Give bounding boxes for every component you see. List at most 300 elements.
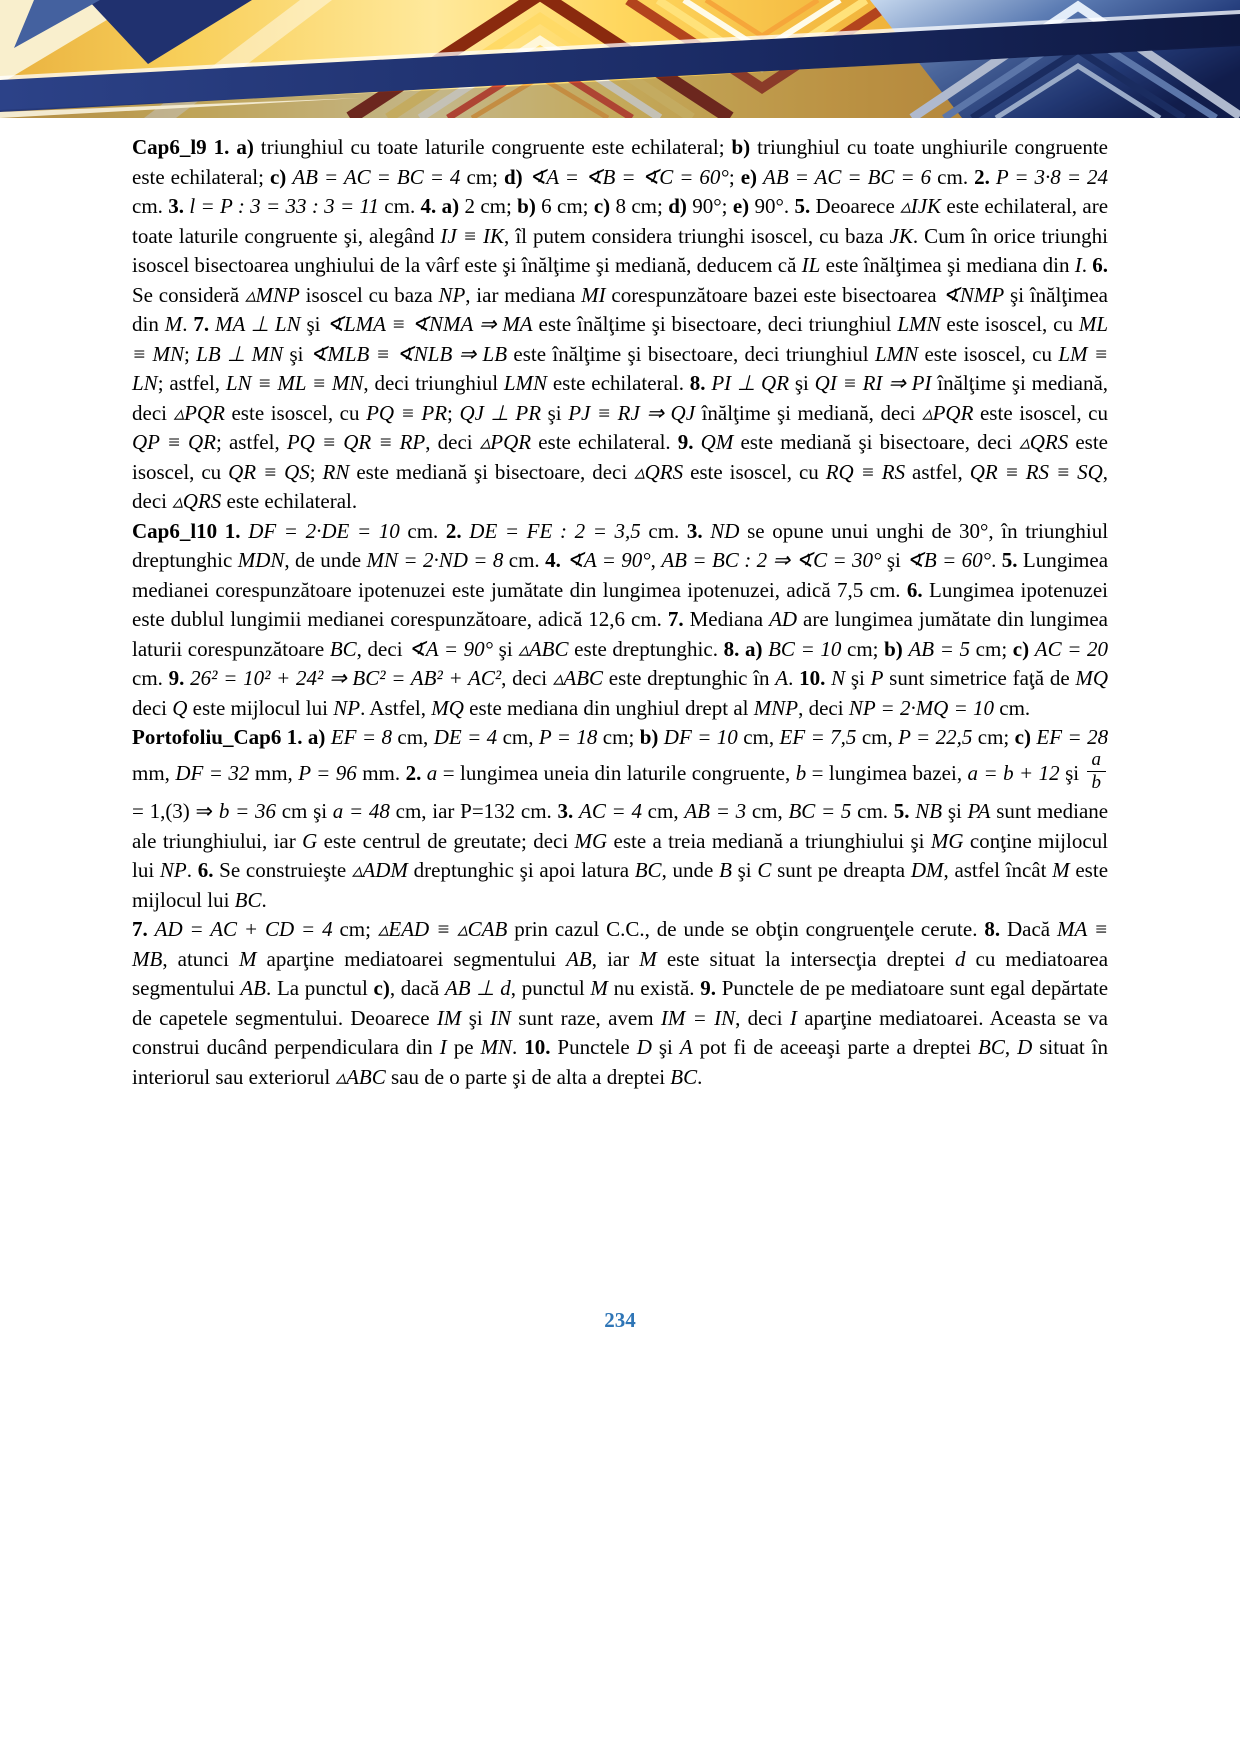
text-segment: ; — [184, 341, 197, 366]
text-segment: . Astfel, — [360, 695, 432, 720]
text-segment: 90°. — [749, 194, 795, 218]
text-segment: şi înălţimea din — [132, 282, 1108, 336]
text-segment: M — [590, 976, 608, 1001]
text-segment: IN — [490, 1005, 512, 1030]
text-segment — [694, 430, 701, 454]
text-segment: şi — [942, 799, 968, 824]
text-segment: C — [757, 858, 772, 883]
text-segment: AB = AC = BC = 6 — [763, 164, 932, 189]
text-segment: MA ≡ MB — [132, 917, 1108, 971]
text-segment: = lungimea uneia din laturile congruente, — [437, 760, 796, 785]
text-segment: Portofoliu_Cap6 1. a) — [132, 725, 326, 749]
text-segment: ∢B = 60° — [906, 548, 992, 572]
text-segment: sau de o parte şi de alta a dreptei — [385, 1064, 671, 1089]
text-segment: PA — [967, 799, 991, 824]
text-segment: AB = AC = BC = 4 — [292, 164, 461, 189]
text-segment: este înălţime şi bisectoare, deci triunghiul — [532, 312, 898, 336]
text-segment: EF = 28 — [1036, 725, 1109, 749]
text-segment: ∢NMP — [942, 282, 1005, 307]
text-segment: isoscel cu baza — [299, 282, 439, 307]
text-segment: c) — [373, 976, 390, 1001]
text-segment: AB — [240, 976, 267, 1001]
text-segment: QP ≡ QR — [132, 430, 217, 454]
text-segment: NP — [159, 858, 187, 883]
text-segment: ; — [728, 164, 741, 189]
text-segment: 2. — [405, 760, 422, 785]
text-segment: şi — [651, 1035, 680, 1060]
text-segment: 8 cm; — [610, 194, 669, 218]
text-segment: IM = IN — [660, 1005, 736, 1030]
text-segment: cm şi — [275, 799, 333, 824]
text-segment: 7. — [667, 607, 684, 631]
text-segment: AD — [769, 607, 798, 631]
content-area — [132, 133, 1108, 1092]
text-segment: ▵ABC — [518, 636, 569, 661]
text-segment: aparţine mediatoarei segmentului — [256, 946, 567, 971]
text-segment: , iar mediana — [465, 282, 582, 307]
text-segment: este mediana din unghiul drept al — [463, 695, 754, 720]
text-segment: . — [1081, 253, 1093, 277]
text-segment: NB — [915, 799, 943, 824]
text-segment: B — [719, 858, 732, 883]
text-segment: ▵PQR — [479, 430, 532, 454]
text-segment: AB ⊥ d — [444, 976, 511, 1001]
text-segment: ; astfel, — [216, 430, 287, 454]
text-segment: EF = 8 — [330, 725, 392, 749]
text-segment: DF = 32 — [175, 760, 250, 785]
text-segment: BC — [978, 1035, 1005, 1060]
text-segment: = lungimea bazei, — [806, 760, 968, 785]
text-segment: D — [636, 1035, 652, 1060]
text-segment: c) — [1014, 725, 1031, 749]
text-segment: şi — [845, 666, 871, 690]
text-segment: este a treia mediană a triunghiului şi — [607, 828, 931, 853]
text-segment: c) — [269, 164, 287, 189]
text-segment: este dreptunghic în — [603, 666, 776, 690]
text-segment: a = 48 — [332, 799, 390, 824]
text-segment: EF = 7,5 — [779, 725, 857, 749]
text-segment: triunghiul cu toate laturile congruente este echilateral; — [253, 135, 732, 159]
text-segment: G — [302, 828, 318, 853]
text-segment: 3. — [686, 518, 703, 543]
text-segment: 5. — [1001, 548, 1018, 572]
text-segment: are lungimea jumătate din lungimea laturii corespunzătoare — [132, 607, 1108, 661]
text-segment: şi — [731, 858, 758, 883]
text-segment: , iar — [591, 946, 640, 971]
text-segment: Se construieşte — [213, 858, 352, 883]
text-segment: , deci triunghiul — [363, 371, 504, 395]
text-segment: RN — [322, 459, 350, 484]
text-segment: situat în interiorul sau exteriorul — [132, 1035, 1109, 1089]
text-segment: , deci — [798, 695, 849, 720]
text-segment: sunt pe dreapta — [771, 858, 911, 883]
text-segment: este dreptunghic. — [568, 636, 724, 661]
text-segment: , — [650, 548, 662, 572]
text-segment — [148, 917, 155, 941]
paragraph-cap6-l10 — [132, 517, 1108, 724]
text-segment: MNP — [753, 695, 799, 720]
text-segment: , astfel încât — [943, 858, 1053, 883]
text-segment: NP — [333, 695, 361, 720]
text-segment: 9. — [700, 976, 716, 1001]
text-segment: AD = AC + CD = 4 — [154, 917, 333, 942]
text-segment: QM — [700, 430, 734, 454]
text-segment: este isoscel, cu — [683, 459, 826, 484]
fraction: $\frac{a}{b}$ — [1085, 750, 1109, 795]
text-segment: cu mediatoarea segmentului — [132, 946, 1109, 1001]
text-segment: ∢A = 90° — [566, 548, 651, 572]
text-segment: b = 36 — [218, 799, 276, 824]
text-segment: MA ⊥ LN — [214, 312, 301, 336]
text-segment: ∢LMA ≡ ∢NMA ⇒ MA — [326, 312, 533, 336]
text-segment: Se consideră — [132, 282, 246, 307]
text-segment: 3. — [168, 194, 184, 218]
text-segment: ML ≡ MN — [132, 312, 1109, 366]
text-segment: P — [870, 666, 884, 690]
text-segment: A — [775, 666, 789, 690]
text-segment: înălţime şi mediană, deci — [132, 371, 1109, 425]
text-segment: ▵PQR — [922, 400, 974, 425]
text-segment: 2. — [974, 164, 990, 189]
text-segment: MN — [480, 1035, 512, 1060]
text-segment: . — [697, 1064, 703, 1089]
text-segment: 4. — [545, 548, 561, 572]
text-segment: ∢MLB ≡ ∢NLB ⇒ LB — [309, 341, 508, 366]
text-segment: , de unde — [284, 548, 367, 572]
text-segment: P = 22,5 — [898, 725, 973, 749]
text-segment: 5. — [794, 194, 811, 218]
paragraph-portofoliu-cap6 — [132, 723, 1108, 915]
text-segment: DF = 2·DE = 10 — [248, 518, 400, 543]
text-segment: cm, — [746, 799, 789, 824]
text-segment: ▵QRS — [172, 489, 222, 513]
text-segment: PI ⊥ QR — [711, 371, 790, 395]
text-segment: pe — [446, 1035, 481, 1060]
text-segment: cm. — [851, 799, 894, 824]
text-segment: b — [795, 760, 807, 785]
text-segment: 3. — [557, 799, 574, 824]
text-segment: Dacă — [1000, 917, 1057, 942]
text-segment: este isoscel, cu — [918, 341, 1059, 366]
text-segment: AB = 5 — [908, 636, 971, 661]
text-segment: PJ ≡ RJ ⇒ QJ — [568, 400, 696, 425]
text-segment: triunghiul cu toate unghiurile congruente este echilateral; — [132, 135, 1108, 189]
text-segment: şi — [300, 312, 327, 336]
text-segment: , unde — [661, 858, 720, 883]
text-segment: este echilateral. — [221, 489, 358, 513]
text-segment: sunt raze, avem — [511, 1005, 661, 1030]
text-segment: aparţine mediatoarei. Aceasta se va construi ducând perpendiculara din — [132, 1005, 1108, 1060]
text-segment: NP — [438, 282, 466, 307]
text-segment: BC — [329, 636, 357, 661]
text-segment: ∢A = 90° — [408, 636, 494, 661]
text-segment: = 1,(3) ⇒ — [132, 799, 219, 824]
text-segment: b) — [884, 636, 903, 661]
text-segment: 7. — [193, 312, 210, 336]
text-segment: 6. — [197, 858, 214, 883]
text-segment: , îl putem considera triunghi isoscel, cu baza — [504, 223, 890, 248]
text-segment: cm. — [132, 666, 169, 690]
text-segment: b) — [731, 135, 751, 159]
text-segment: este isoscel, cu — [132, 430, 1108, 484]
text-segment: . La punctul — [266, 976, 374, 1001]
text-segment: cm; — [597, 725, 640, 749]
text-segment: d) — [668, 194, 687, 218]
text-segment: N — [831, 666, 846, 690]
text-segment: I — [789, 1005, 797, 1030]
text-segment: 26² = 10² + 24² ⇒ BC² = AB² + AC² — [190, 666, 502, 690]
text-segment: este mediană şi bisectoare, deci — [349, 459, 635, 484]
text-segment: ▵MNP — [245, 282, 300, 307]
text-segment: cm, — [856, 725, 899, 749]
text-segment: cm, — [641, 799, 685, 824]
text-segment: . — [186, 858, 198, 883]
text-segment: este mijlocul lui — [187, 695, 334, 720]
text-segment: mm. — [356, 760, 406, 785]
text-segment: este echilateral. — [531, 430, 678, 454]
text-segment: LB ⊥ MN — [196, 341, 284, 366]
text-segment: ▵ABC — [335, 1064, 386, 1089]
text-segment: DF = 10 — [663, 725, 738, 749]
text-segment: cm. — [931, 164, 975, 189]
text-segment: 10. — [799, 666, 826, 690]
text-segment: LN ≡ ML ≡ MN — [225, 371, 364, 395]
text-segment: LM ≡ LN — [132, 341, 1108, 395]
text-segment: este isoscel, cu — [940, 312, 1079, 336]
text-segment: QI ≡ RI ⇒ PI — [814, 371, 932, 395]
paragraph-portofoliu-cap6-continuare — [132, 915, 1108, 1092]
text-segment: . — [991, 548, 1002, 572]
text-segment: , dacă — [389, 976, 445, 1001]
text-segment: 8. — [689, 371, 706, 395]
text-segment: P = 96 — [298, 760, 357, 785]
text-segment: ; — [309, 459, 323, 484]
paragraph-cap6-l9 — [132, 133, 1108, 517]
text-segment: se opune unui unghi de 30°, în triunghiul dreptunghic — [132, 518, 1109, 572]
text-segment: Mediana — [683, 607, 770, 631]
text-segment: e) — [740, 164, 758, 189]
text-segment: ▵IJK — [900, 194, 942, 218]
text-segment: este înălţimea şi mediana din — [820, 253, 1075, 277]
text-segment: MQ — [431, 695, 464, 720]
text-segment: 4. a) — [420, 194, 460, 218]
text-segment: IM — [436, 1005, 462, 1030]
text-segment: LMN — [897, 312, 941, 336]
text-segment: dreptunghic şi apoi latura — [407, 858, 635, 883]
text-segment: A — [679, 1035, 693, 1060]
text-segment: nu există. — [607, 976, 701, 1001]
text-segment: RQ ≡ RS — [825, 459, 906, 484]
text-segment: mm, — [249, 760, 299, 785]
text-segment: , deci — [735, 1005, 790, 1030]
text-segment: a — [426, 760, 438, 785]
text-segment: 9. — [168, 666, 185, 690]
text-segment: este înălţime şi bisectoare, deci triunghiul — [507, 341, 875, 366]
text-segment: MG — [930, 828, 964, 853]
text-segment: BC — [634, 858, 662, 883]
text-segment: ∢A = ∢B = ∢C = 60° — [528, 164, 729, 189]
text-segment: M — [239, 946, 257, 971]
text-segment: DE = 4 — [433, 725, 498, 749]
text-segment: AB — [566, 946, 592, 971]
text-segment: şi — [789, 371, 815, 395]
text-segment: QJ ⊥ PR — [459, 400, 542, 425]
text-segment: 6. — [906, 577, 923, 602]
text-segment: Punctele de pe mediatoare sunt egal depărtate de capetele segmentului. Deoarece — [132, 976, 1109, 1030]
text-segment: şi — [283, 341, 310, 366]
text-segment: ▵QRS — [1019, 430, 1069, 454]
text-segment: este mijlocul lui — [132, 858, 1109, 912]
text-segment: este centrul de greutate; deci — [317, 828, 575, 853]
text-segment: . — [182, 312, 194, 336]
text-segment: c) — [1012, 636, 1030, 661]
text-segment: 5. — [893, 799, 910, 824]
text-segment: cm. — [399, 518, 446, 543]
text-segment: 8. a) — [723, 636, 763, 661]
text-segment: ND — [710, 518, 740, 543]
text-segment: P = 3·8 = 24 — [995, 164, 1109, 189]
text-segment: şi — [541, 400, 569, 425]
text-segment: I — [439, 1035, 447, 1060]
text-segment: LMN — [874, 341, 919, 366]
text-segment: LMN — [503, 371, 548, 395]
text-segment: cm, — [737, 725, 780, 749]
text-segment: QR ≡ QS — [228, 459, 310, 484]
text-segment: cm; — [332, 917, 378, 942]
text-segment: MQ — [1075, 666, 1109, 690]
text-segment: ▵ABC — [552, 666, 604, 690]
text-segment: cm. — [994, 695, 1031, 720]
text-segment: . — [788, 666, 800, 690]
text-segment: deci — [132, 695, 173, 720]
text-segment: , punctul — [510, 976, 591, 1001]
text-segment: Lungimea medianei corespunzătoare ipotenuzei este jumătate din lungimea ipotenuzei, adică 7,5 cm. — [132, 548, 1109, 602]
text-segment: c) — [593, 194, 611, 218]
text-segment: BC = 5 — [788, 799, 852, 824]
text-segment: d — [955, 946, 966, 971]
text-segment: cm; — [841, 636, 885, 661]
text-segment: ▵EAD ≡ ▵CAB — [377, 917, 508, 942]
text-segment: . Cum în orice triunghi isoscel bisectoarea unghiului de la vârf este şi înălţime şi mediană, deducem că — [132, 223, 1108, 277]
text-segment: cm. — [503, 548, 546, 572]
text-segment: , deci — [501, 666, 553, 690]
text-segment: este echilateral. — [547, 371, 690, 395]
text-segment: P = 18 — [538, 725, 598, 749]
text-segment: M — [639, 946, 657, 971]
text-segment: 6. — [1092, 253, 1109, 277]
text-segment: BC — [234, 887, 262, 912]
text-segment: MN = 2·ND = 8 — [366, 548, 504, 572]
text-segment: cm. — [640, 518, 687, 543]
text-segment: cm, — [497, 725, 539, 749]
text-segment: Q — [172, 695, 188, 720]
text-segment: cm. — [378, 194, 421, 218]
text-segment: Cap6_l10 1. — [132, 518, 241, 543]
text-segment: d) — [503, 164, 523, 189]
text-segment: cm, — [391, 725, 434, 749]
text-segment: şi — [881, 548, 907, 572]
text-segment: ; — [447, 400, 460, 425]
text-segment: AC = 20 — [1034, 636, 1109, 661]
text-segment: e) — [732, 194, 750, 218]
text-segment: sunt simetrice faţă de — [883, 666, 1076, 690]
text-segment: cm. — [132, 194, 169, 218]
text-segment: AB = 3 — [684, 799, 747, 824]
text-segment: prin cazul C.C., de unde se obţin congruenţele cerute. — [507, 917, 985, 942]
text-segment: 90°; — [686, 194, 733, 218]
text-segment: BC — [670, 1064, 698, 1089]
text-segment: DE = FE : 2 = 3,5 — [469, 518, 641, 543]
text-segment: este isoscel, cu — [973, 400, 1109, 425]
text-segment: 7. — [132, 917, 148, 942]
text-segment: Cap6_l9 1. a) — [132, 135, 254, 159]
text-segment: cm; — [460, 164, 504, 189]
text-segment: IJ ≡ IK — [440, 223, 505, 248]
text-segment: Punctele — [550, 1035, 637, 1060]
text-segment: AB = BC : 2 ⇒ ∢C = 30° — [661, 548, 882, 572]
text-segment: cm; — [972, 725, 1015, 749]
text-segment: 8. — [984, 917, 1001, 942]
text-segment: . — [261, 887, 267, 912]
text-segment: şi — [493, 636, 519, 661]
text-segment: PQ ≡ PR — [366, 400, 448, 425]
text-segment: pot fi de aceeaşi parte a dreptei — [692, 1035, 979, 1060]
text-segment: PQ ≡ QR ≡ RP — [286, 430, 426, 454]
text-segment: QR ≡ RS ≡ SQ — [969, 459, 1103, 484]
text-segment: l = P : 3 = 33 : 3 = 11 — [189, 194, 379, 218]
text-segment: ; astfel, — [157, 371, 226, 395]
text-segment: , — [1004, 1035, 1018, 1060]
text-segment: ▵PQR — [173, 400, 225, 425]
text-segment: şi — [461, 1005, 491, 1030]
text-segment: corespunzătoare bazei este bisectoarea — [605, 282, 943, 307]
text-segment: DM — [910, 858, 944, 883]
text-segment: 6 cm; — [535, 194, 594, 218]
text-segment: mm, — [132, 760, 176, 785]
text-segment: astfel, — [905, 459, 970, 484]
text-segment: , atunci — [162, 946, 239, 971]
text-segment: cm; — [970, 636, 1013, 661]
text-segment: NP = 2·MQ = 10 — [848, 695, 995, 720]
text-segment: , deci — [356, 636, 409, 661]
text-segment: IL — [801, 253, 821, 277]
text-segment: înălţime şi mediană, deci — [695, 400, 923, 425]
page-number: 234 — [604, 1308, 636, 1332]
abstract-geometry-header-image — [0, 0, 1240, 118]
text-segment: 2 cm; — [459, 194, 518, 218]
text-segment: MG — [574, 828, 608, 853]
text-segment: este isoscel, cu — [224, 400, 367, 425]
text-segment: şi — [1059, 760, 1085, 785]
text-segment: Deoarece — [810, 194, 901, 218]
text-segment: AC = 4 — [579, 799, 642, 824]
text-segment: MDN — [237, 548, 285, 572]
text-segment: b) — [639, 725, 659, 749]
text-segment: conţine mijlocul lui — [132, 828, 1108, 883]
text-segment: JK — [889, 223, 913, 248]
text-segment: M — [1052, 858, 1070, 883]
text-segment: MI — [581, 282, 606, 307]
text-segment: D — [1017, 1035, 1033, 1060]
text-segment: , deci — [425, 430, 480, 454]
text-segment: BC = 10 — [768, 636, 842, 661]
text-segment: sunt mediane ale triunghiului, iar — [132, 799, 1109, 853]
text-segment: este situat la intersecţia dreptei — [656, 946, 955, 971]
text-segment: M — [164, 312, 183, 336]
header-banner — [0, 0, 1240, 118]
text-segment: 2. — [445, 518, 462, 543]
text-segment: 10. — [524, 1035, 551, 1060]
